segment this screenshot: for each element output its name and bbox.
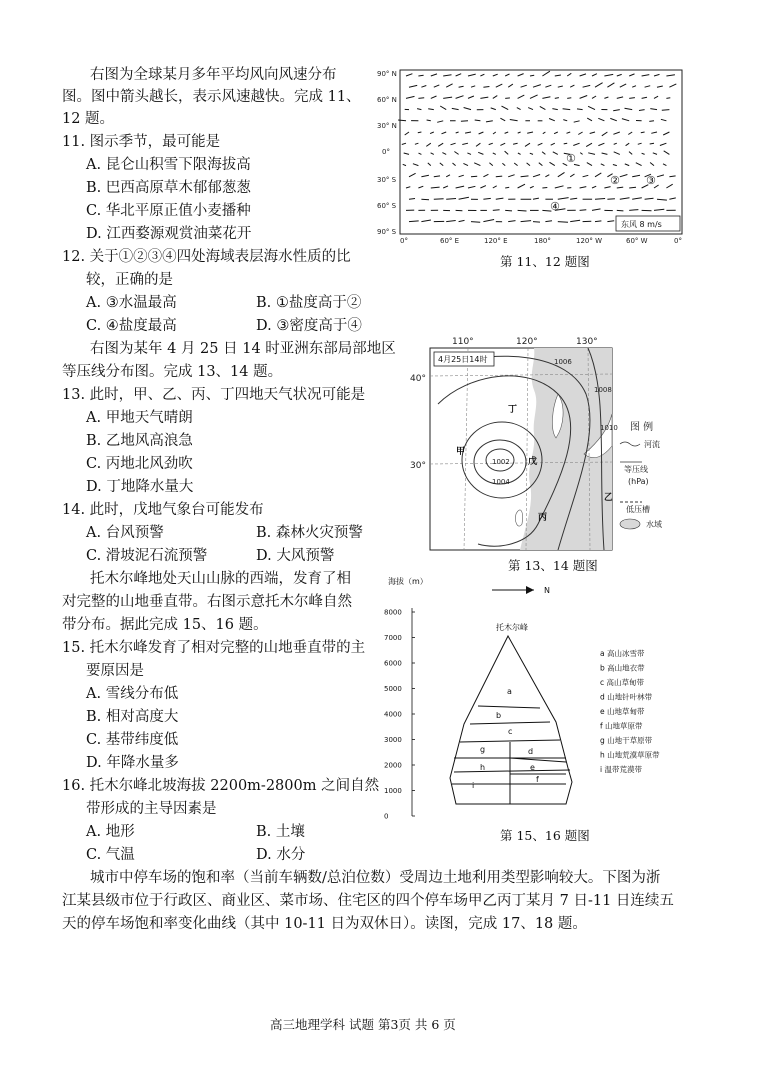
q14-options-row-1 [86,523,363,544]
q12-option-d: D. ③密度高于④ [256,318,362,334]
wind-arrow [446,199,456,200]
q16-option-b: B. 土壤 [256,824,305,840]
intro-1-line-2: 图。图中箭头越长，表示风速越快。完成 11、 [62,89,361,105]
wind-longitude-labels [400,237,682,245]
north-arrow-icon [526,586,534,594]
q13-option-a: A. 甲地天气晴朗 [86,410,193,426]
wind-arrow [542,188,547,189]
north-label: N [544,586,550,595]
zone-f: f [536,775,539,784]
elevation-ticks [384,609,415,821]
wind-arrow [666,98,670,99]
wind-arrow [409,199,415,200]
time-box-text: 4月25日14时 [438,355,488,364]
q11-option-b: B. 巴西高原草木郁郁葱葱 [86,180,251,196]
zone-d: d [528,747,534,756]
wind-arrow [434,199,444,200]
wind-arrow [607,199,615,200]
elevation-tick-label: 4000 [384,710,402,719]
q15-stem-line-2: 要原因是 [86,663,144,679]
q12-stem-line-1: 12. 关于①②③④四处海域表层海水性质的比 [62,249,351,265]
lon-label: 0° [674,237,682,245]
intro-4-line-2: 江某县级市位于行政区、商业区、菜市场、住宅区的四个停车场甲乙丙丁某月 7 日-11 日连续五 [62,893,674,909]
zone-h: h [480,763,486,772]
mountain-y-label: 海拔（m） [388,577,428,586]
lon-label: 120° W [576,237,603,245]
caption-mountain: 第 15、16 题图 [500,828,590,843]
wind-arrow [505,210,512,211]
wind-arrow [493,210,500,211]
q12-stem-line-2: 较，正确的是 [86,272,173,288]
q11-option-c: C. 华北平原正值小麦播种 [86,203,251,219]
wind-arrow [533,222,540,223]
elevation-tick-label: 0 [384,812,389,820]
mountain-legend-item: d 山地针叶林带 [600,692,653,702]
legend-title: 图 例 [630,422,654,433]
wind-arrow [662,110,670,111]
q16-options-row-1 [86,822,305,843]
q14-stem: 14. 此时，戊地气象台可能发布 [62,502,264,518]
lat-label: 60° S [377,202,397,210]
sea-marker-4: ④ [550,200,560,213]
sea-marker-3: ③ [646,174,656,187]
caption-wind: 第 11、12 题图 [500,254,590,269]
lat-label: 30° N [377,122,397,130]
wind-arrow [617,210,624,211]
intro-3-line-2: 对完整的山地垂直带。右图示意托木尔峰自然 [62,594,352,610]
zone-i: i [472,781,475,790]
q15-option-b: B. 相对高度大 [86,709,179,725]
legend-water: 水域 [646,520,662,529]
isobar-legend [620,420,662,529]
isobar-value: 1008 [594,386,612,394]
q11-stem: 11. 图示季节，最可能是 [62,134,221,150]
mountain-legend [600,648,660,774]
isobar-map-figure [408,334,684,554]
intro-2-line-1: 右图为某年 4 月 25 日 14 时亚洲东部局部地区 [90,341,396,357]
q16-stem-line-2: 带形成的主导因素是 [86,801,217,817]
mountain-legend-item: g 山地干草原带 [600,736,653,745]
wind-arrow [558,222,568,223]
place-yi: 乙 [604,493,614,503]
wind-arrow [580,210,587,211]
mountain-legend-item: i 温带荒漠带 [600,765,642,774]
q15-stem-line-1: 15. 托木尔峰发育了相对完整的山地垂直带的主 [62,640,366,656]
zone-b: b [496,711,502,720]
q16-stem-line-1: 16. 托木尔峰北坡海拔 2200m-2800m 之间自然 [62,778,380,794]
q14-option-c: C. 滑坡泥石流预警 [86,548,208,564]
page-footer: 高三地理学科 试题 第3页 共 6 页 [270,1017,456,1032]
wind-arrow [595,221,601,222]
wind-arrow [418,98,424,99]
q13-option-d: D. 丁地降水量大 [86,479,194,495]
mountain-legend-item: a 高山冰雪带 [600,649,645,658]
elevation-tick-label: 3000 [384,736,402,744]
elevation-tick-label: 1000 [384,787,402,795]
isobar-lat-label: 30° [410,461,426,471]
q14-options-row-2 [86,546,334,567]
q15-option-a: A. 雪线分布低 [86,686,179,702]
wind-arrow [577,109,583,110]
zone-a: a [507,687,512,696]
place-ding: 丁 [508,405,518,415]
lon-label: 0° [400,237,408,245]
q16-option-a: A. 地形 [86,824,135,840]
lat-label: 30° S [377,176,397,184]
zone-c: c [508,727,513,736]
intro-4-line-1: 城市中停车场的饱和率（当前车辆数/总泊位数）受周边土地利用类型影响较大。下图为浙 [90,870,661,886]
mountain-legend-item: h 山地荒漠草原带 [600,750,660,760]
q15-option-c: C. 基带纬度低 [86,732,179,748]
wind-arrow [649,121,654,122]
wind-arrow [505,187,509,188]
isobar-value: 1002 [492,458,510,466]
wind-arrow [471,222,480,223]
elevation-tick-label: 6000 [384,659,402,668]
zone-e: e [530,763,535,772]
q12-option-a: A. ③水温最高 [86,295,177,311]
isobar-lon-label: 110° [452,337,474,347]
place-wu: 戊 [528,457,538,467]
mountain-legend-item: c 高山草甸带 [600,678,645,687]
wind-legend-text: 东风 8 m/s [621,220,662,229]
place-jia: 甲 [456,447,466,457]
isobar-value: 1006 [554,358,572,366]
mountain-profile [450,636,572,804]
q12-options-row-2 [86,316,362,337]
lat-label: 90° S [377,228,397,236]
isobar-lon-label: 130° [576,337,598,347]
wind-arrow [421,199,429,200]
wind-map-figure [374,64,692,246]
mountain-legend-item: f 山地草原带 [600,721,643,731]
wind-arrow [483,87,489,88]
q15-option-d: D. 年降水量多 [86,755,179,771]
wind-arrow [409,221,419,222]
wind-arrow [471,176,477,177]
q11-option-a: A. 昆仑山积雪下限海拔高 [86,157,251,173]
sea-marker-2: ② [610,174,620,187]
wind-latitude-labels [377,70,397,236]
elevation-tick-label: 2000 [384,761,402,770]
intro-2-line-2: 等压线分布图。完成 13、14 题。 [62,364,283,380]
lat-label: 60° N [377,96,397,104]
q12-options-row-1 [86,293,361,314]
lon-label: 180° [534,237,551,245]
mountain-legend-item: b 高山地衣带 [600,663,645,673]
lat-label: 0° [382,148,390,156]
legend-isobar: 等压线 [624,465,648,474]
intro-1-line-3: 12 题。 [62,111,115,127]
intro-3-line-3: 带分布。据此完成 15、16 题。 [62,617,268,633]
elevation-tick-label: 5000 [384,685,402,693]
lon-label: 60° E [440,237,460,245]
wind-arrow [496,176,502,177]
legend-river: 河流 [644,440,660,449]
intro-3-line-1: 托木尔峰地处天山山脉的西端，发育了相 [90,571,351,587]
q14-option-a: A. 台风预警 [86,525,164,541]
isobar-value: 1010 [600,424,618,432]
lon-label: 60° W [626,237,648,245]
mountain-zones-figure [380,572,696,820]
q13-option-b: B. 乙地风高浪急 [86,433,193,449]
isobar-lat-label: 40° [410,374,426,384]
q13-option-c: C. 丙地北风劲吹 [86,456,193,472]
q12-option-b: B. ①盐度高于② [256,295,362,311]
wind-arrow [564,143,568,144]
intro-1-line-1: 右图为全球某月多年平均风向风速分布 [90,67,337,83]
wind-arrow [518,210,527,211]
wind-arrow [418,132,422,133]
zone-g: g [480,745,486,754]
q12-option-c: C. ④盐度最高 [86,318,177,334]
q16-option-d: D. 水分 [256,847,306,863]
legend-trough: 低压槽 [626,505,650,514]
legend-hpa: (hPa) [628,477,649,486]
peak-label: 托木尔峰 [496,623,528,632]
wind-arrow [567,98,571,99]
elevation-tick-label: 7000 [384,634,402,642]
q14-option-d: D. 大风预警 [256,548,335,564]
q16-option-c: C. 气温 [86,847,135,863]
caption-isobar: 第 13、14 题图 [508,558,598,573]
q14-option-b: B. 森林火灾预警 [256,525,363,541]
intro-4-line-3: 天的停车场饱和率变化曲线（其中 10-11 日为双休日）。读图，完成 17、18 题。 [62,916,587,932]
lon-label: 120° E [484,237,508,245]
elevation-tick-label: 8000 [384,608,402,617]
q11-option-d: D. 江西婺源观赏油菜花开 [86,226,252,242]
sea-marker-1: ① [566,152,576,165]
wind-arrow [505,98,510,99]
mountain-legend-item: e 山地草甸带 [600,707,645,716]
isobar-lon-label: 120° [516,337,538,347]
q16-options-row-2 [86,845,305,866]
lat-label: 90° N [377,70,397,78]
q13-stem: 13. 此时，甲、乙、丙、丁四地天气状况可能是 [62,387,366,403]
place-bing: 丙 [538,513,548,523]
isobar-value: 1004 [492,478,510,486]
wind-arrow [595,199,605,200]
